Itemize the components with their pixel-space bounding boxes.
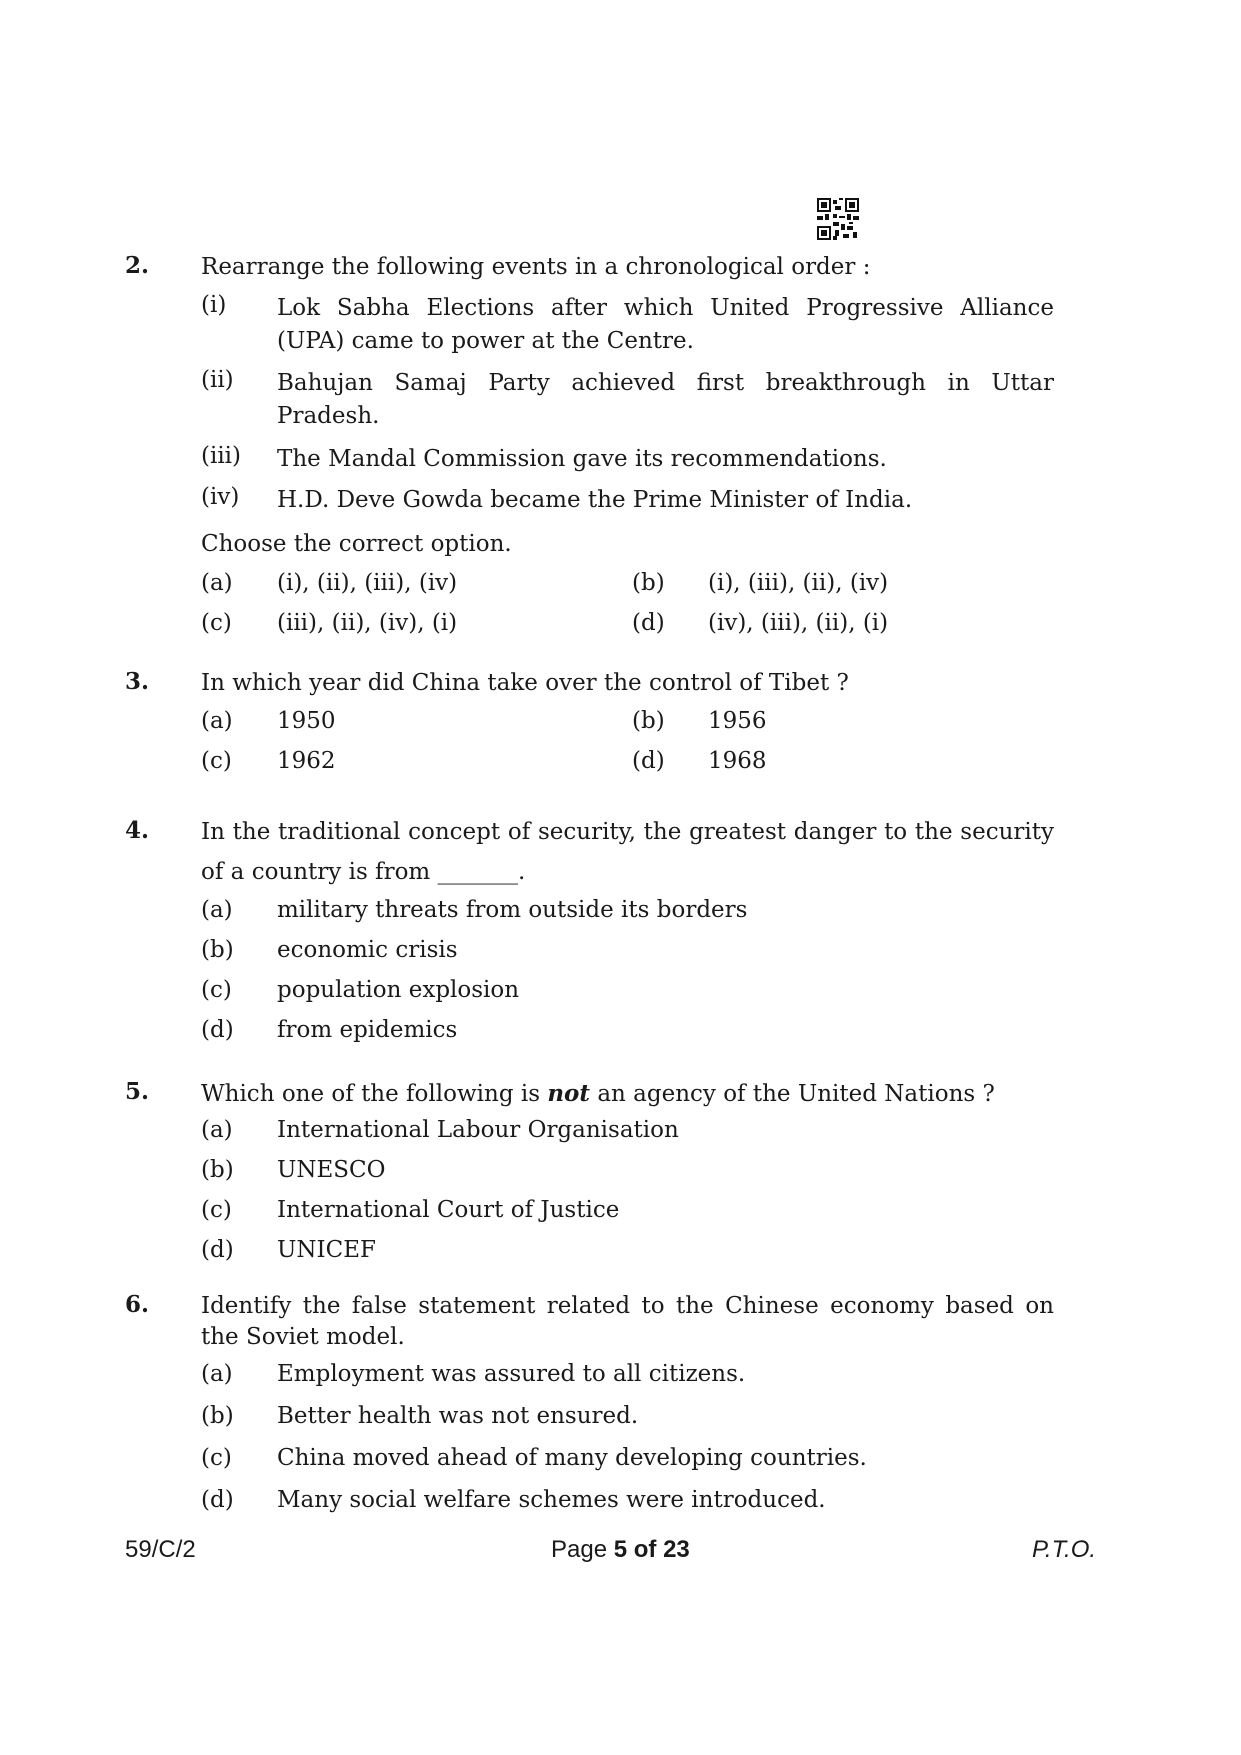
question-number: 4. [125,817,150,844]
item-text: Lok Sabha Elections after which United Progressive Alliance (UPA) came to power at the Centre. [277,295,1054,354]
option-label: (d) [201,1017,234,1043]
option-label: (a) [201,1117,233,1143]
option-label: (b) [201,1403,234,1429]
option-text: China moved ahead of many developing countries. [277,1445,867,1471]
option-label: (b) [632,708,665,734]
option-text: 1962 [277,748,336,774]
question-stem-line2: of a country is from _______. [201,859,526,885]
option-text: 1956 [708,708,767,734]
question-stem: Rearrange the following events in a chronological order : [201,254,871,280]
option-text: UNESCO [277,1157,386,1183]
option-label: (a) [201,1361,233,1387]
option-label: (c) [201,748,232,774]
question-number: 5. [125,1078,150,1105]
option-label: (c) [201,977,232,1003]
option-text: (i), (iii), (ii), (iv) [708,570,889,596]
paper-code: 59/C/2 [125,1536,196,1563]
option-label: (d) [201,1237,234,1263]
option-text: UNICEF [277,1237,376,1263]
question-stem-line1: In the traditional concept of security, the greatest danger to the security [201,819,1054,845]
option-text: (iv), (iii), (ii), (i) [708,610,889,636]
pto-label: P.T.O. [1032,1536,1097,1563]
option-label: (a) [201,570,233,596]
option-label: (d) [632,748,665,774]
stem-text: an agency of the United Nations ? [590,1081,995,1107]
option-text: International Labour Organisation [277,1117,679,1143]
question-number: 3. [125,668,150,695]
question-number: 6. [125,1291,150,1318]
page-total: 23 [663,1536,690,1563]
option-label: (d) [201,1487,234,1513]
page-of: of [627,1536,664,1563]
option-label: (c) [201,1197,232,1223]
item-text: The Mandal Commission gave its recommendations. [277,446,887,472]
item-text: Bahujan Samaj Party achieved first breakthrough in Uttar Pradesh. [277,370,1054,429]
stem-emphasis: not [547,1080,591,1107]
item-label: (iv) [201,484,240,510]
option-text: International Court of Justice [277,1197,620,1223]
option-text: 1950 [277,708,336,734]
option-text: military threats from outside its borders [277,897,748,923]
option-label: (a) [201,708,233,734]
option-label: (b) [201,1157,234,1183]
item-label: (iii) [201,443,242,469]
option-text: Many social welfare schemes were introduced. [277,1487,826,1513]
option-label: (b) [201,937,234,963]
instruction-text: Choose the correct option. [201,531,512,557]
option-label: (c) [201,1445,232,1471]
option-text: (i), (ii), (iii), (iv) [277,570,458,596]
option-label: (d) [632,610,665,636]
option-label: (a) [201,897,233,923]
option-text: population explosion [277,977,520,1003]
page-number [551,1536,690,1564]
item-label: (i) [201,292,227,318]
item-text: H.D. Deve Gowda became the Prime Minister of India. [277,487,913,513]
question-number: 2. [125,252,150,279]
stem-text: Which one of the following is [201,1081,548,1107]
option-label: (b) [632,570,665,596]
option-label: (c) [201,610,232,636]
page-prefix: Page [551,1536,614,1563]
question-stem [201,1078,1054,1110]
question-stem: In which year did China take over the control of Tibet ? [201,670,849,696]
item-label: (ii) [201,367,234,393]
option-text: 1968 [708,748,767,774]
option-text: Better health was not ensured. [277,1403,639,1429]
qr-code-icon [817,198,859,240]
option-text: economic crisis [277,937,458,963]
option-text: from epidemics [277,1017,458,1043]
page-current: 5 [613,1536,628,1563]
question-stem: Identify the false statement related to the Chinese economy based on the Soviet model. [201,1293,1054,1350]
option-text: Employment was assured to all citizens. [277,1361,746,1387]
option-text: (iii), (ii), (iv), (i) [277,610,458,636]
